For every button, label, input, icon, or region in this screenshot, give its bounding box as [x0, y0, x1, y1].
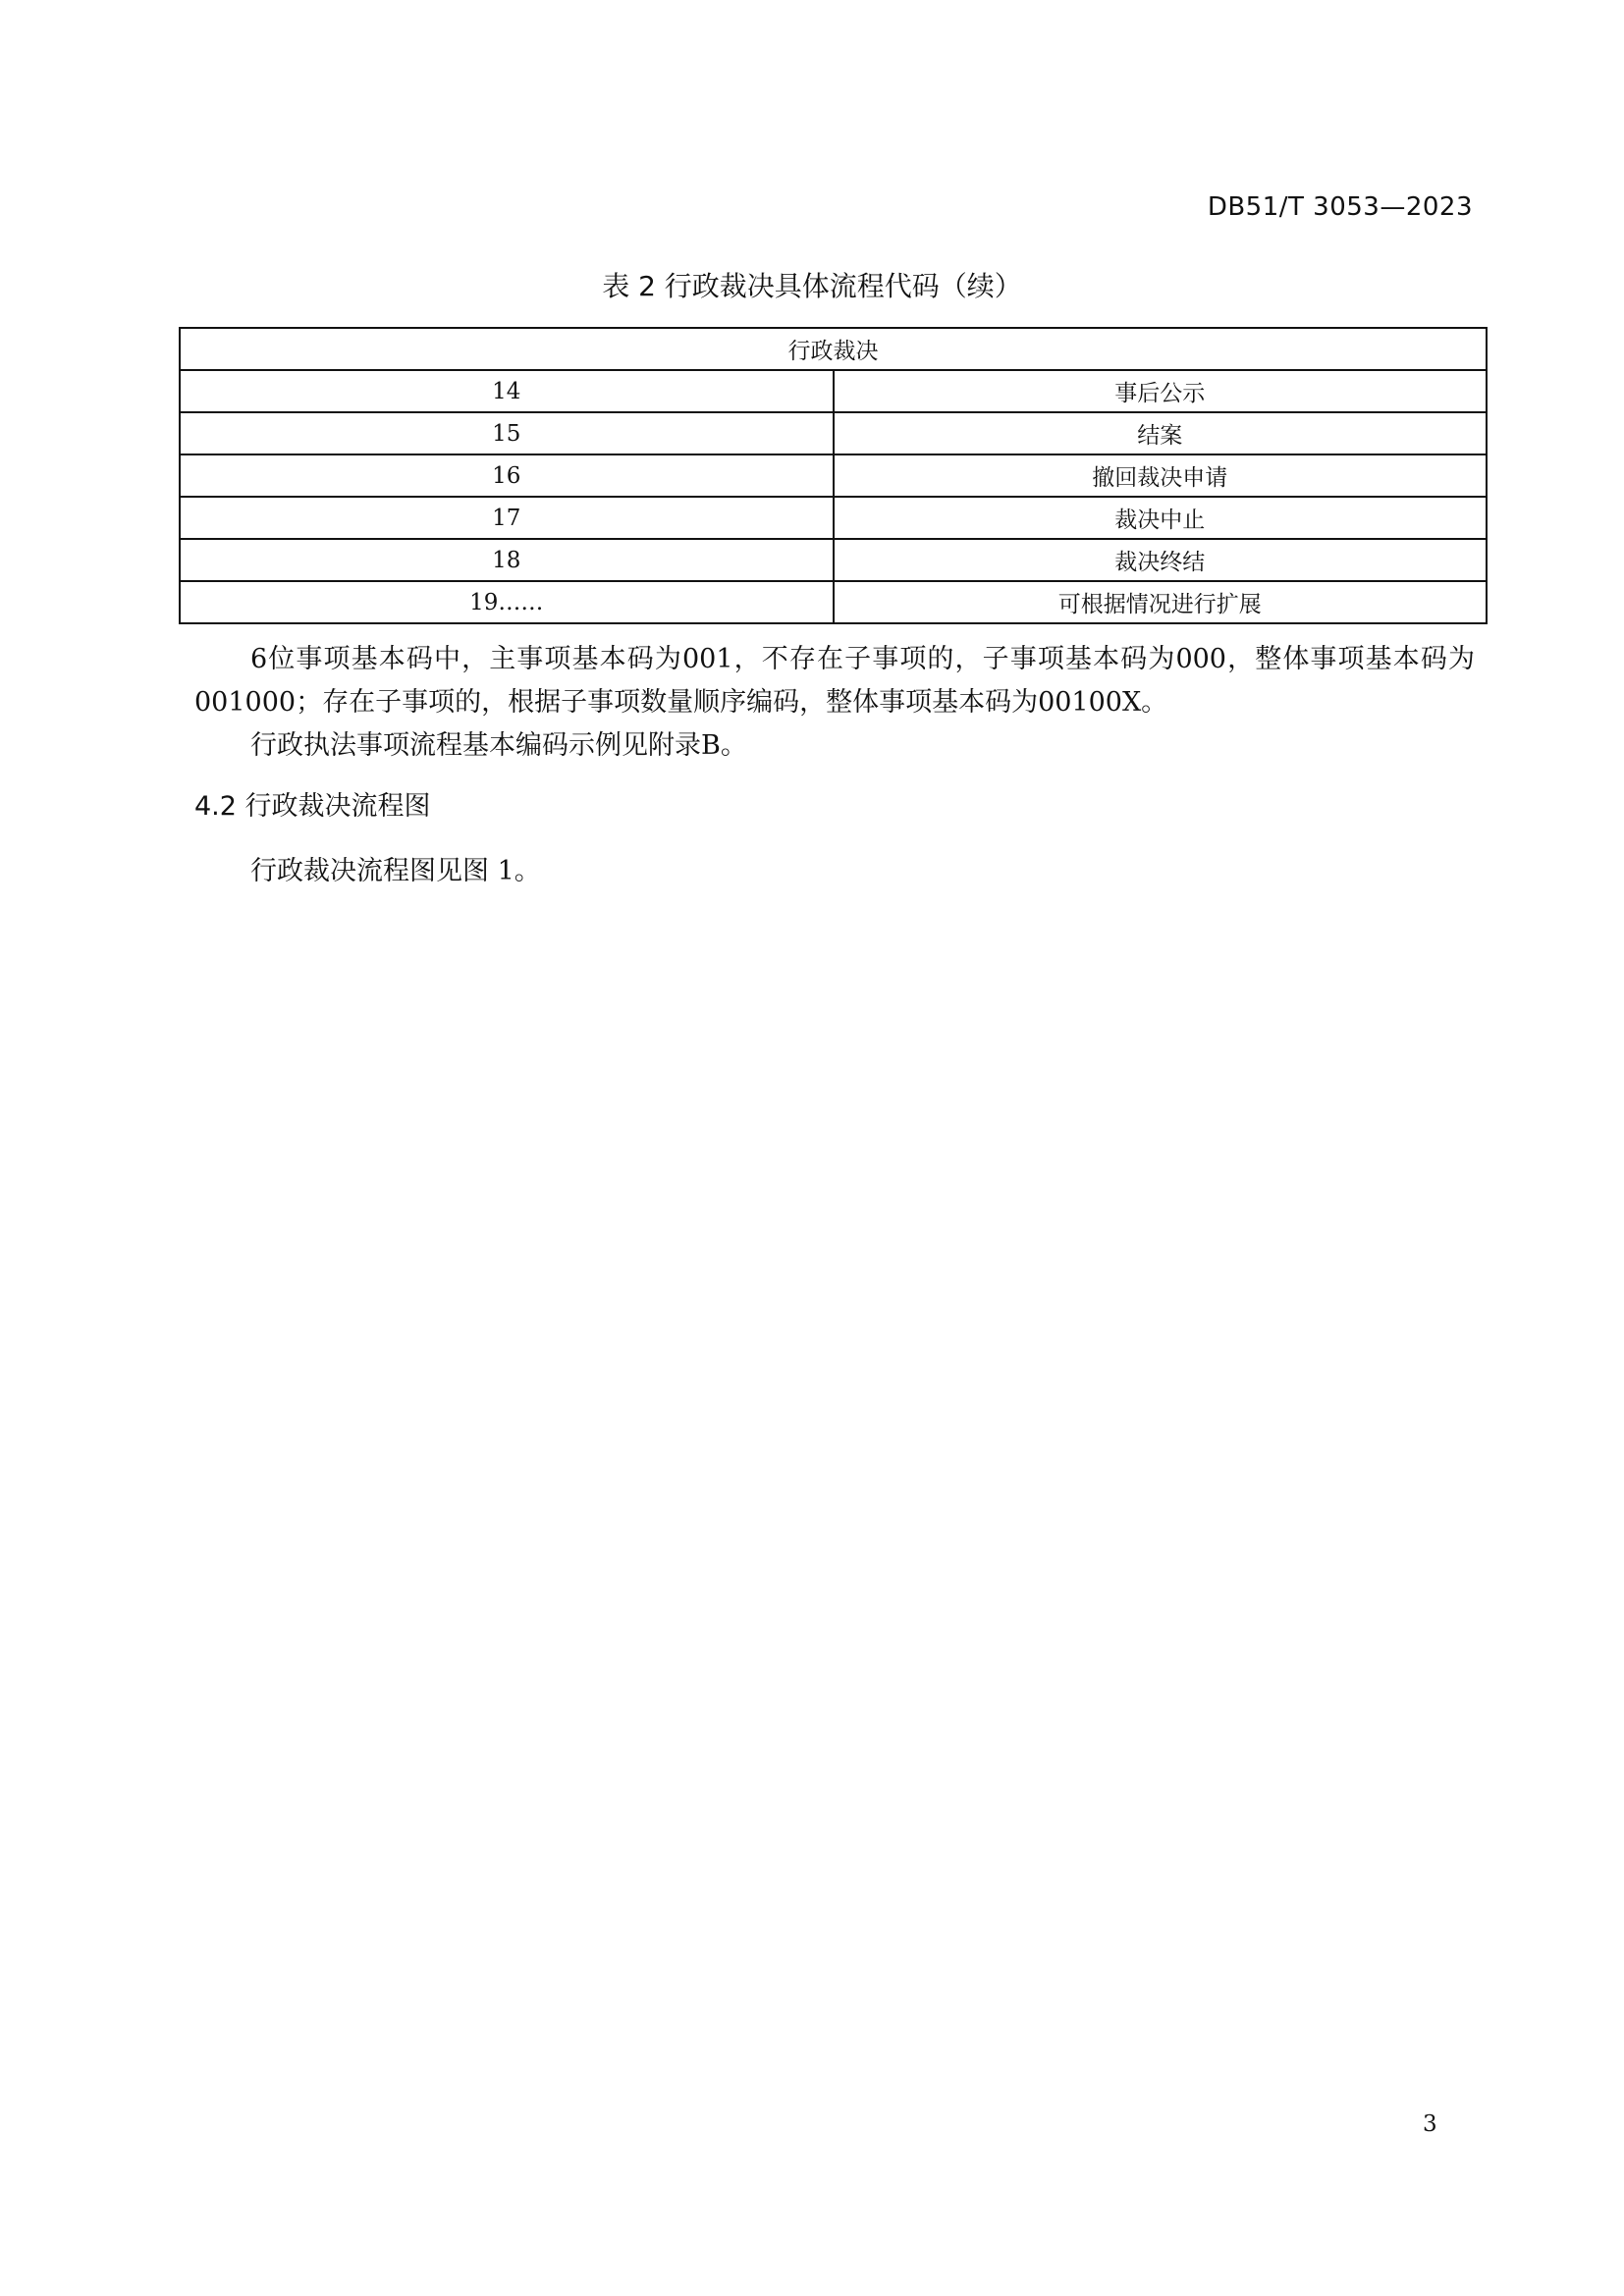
table-cell-name: 撤回裁决申请 [834, 454, 1488, 497]
table-row [180, 497, 1487, 539]
page-number: 3 [1423, 2111, 1437, 2137]
paragraph-basic-code-rule: 6位事项基本码中，主事项基本码为001，不存在子事项的，子事项基本码为000，整体事项基本码为001000；存在子事项的，根据子事项数量顺序编码，整体事项基本码为00100X。 [194, 644, 1475, 718]
table-cell-name: 裁决终结 [834, 539, 1488, 581]
paragraph-appendix-reference: 行政执法事项流程基本编码示例见附录B。 [250, 730, 747, 761]
table-cell-code: 15 [180, 412, 834, 454]
paragraph-figure-reference: 行政裁决流程图见图 1。 [250, 856, 541, 886]
table-cell-code: 19…… [180, 581, 834, 623]
table-cell-code: 18 [180, 539, 834, 581]
table-cell-name: 可根据情况进行扩展 [834, 581, 1488, 623]
process-code-table [179, 327, 1488, 624]
table-group-header: 行政裁决 [180, 328, 1487, 370]
table-row [180, 454, 1487, 497]
table-cell-code: 17 [180, 497, 834, 539]
table-cell-code: 14 [180, 370, 834, 412]
table-row [180, 412, 1487, 454]
document-code: DB51/T 3053—2023 [1207, 192, 1473, 222]
table-group-header-row [180, 328, 1487, 370]
table-caption: 表 2 行政裁决具体流程代码（续） [602, 270, 1022, 302]
table-row [180, 539, 1487, 581]
table-cell-name: 结案 [834, 412, 1488, 454]
table-cell-code: 16 [180, 454, 834, 497]
table-row [180, 370, 1487, 412]
table-cell-name: 事后公示 [834, 370, 1488, 412]
section-heading: 4.2 行政裁决流程图 [194, 791, 431, 822]
table-cell-name: 裁决中止 [834, 497, 1488, 539]
table-row [180, 581, 1487, 623]
